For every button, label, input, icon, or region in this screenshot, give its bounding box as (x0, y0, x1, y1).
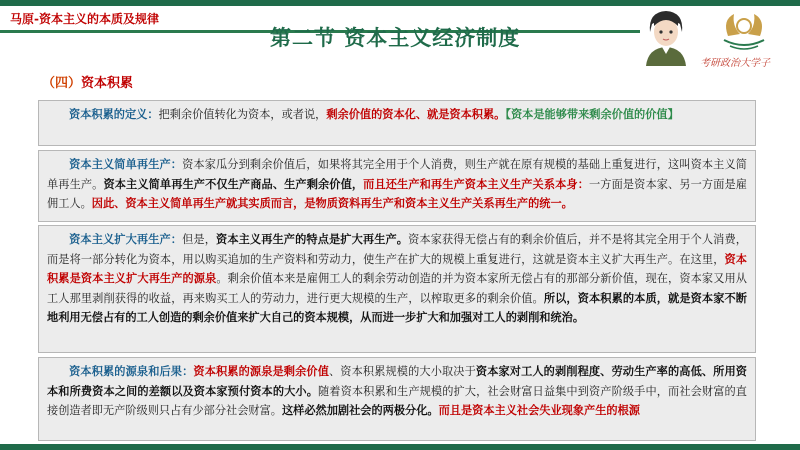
definition-note: 【资本是能够带来剩余价值的价值】 (505, 107, 679, 121)
definition-block (38, 100, 756, 146)
logo-text: 考研政治大学子 (700, 58, 770, 69)
section-number: （四） (42, 76, 82, 91)
expanded-key-1: 资本积累是资本主义扩大再生产的源泉 (47, 251, 747, 285)
simple-label: 资本主义简单再生产： (69, 157, 183, 171)
source-text-2: 随着资本积累和生产规模的扩大，社会财富日益集中到资产阶级手中，而社会财富的直接创造者即无产阶级则只占有少部分社会财富。 (47, 384, 747, 417)
definition-key: 剩余价值的资本化、就是资本积累。 (326, 107, 506, 121)
expanded-text-1: 但是， (182, 233, 217, 246)
section-heading (42, 72, 133, 91)
course-title: 马原-资本主义的本质及规律 (10, 12, 159, 26)
expanded-label: 资本主义扩大再生产： (69, 232, 183, 246)
source-bold-1: 资本家对工人的剥削程度、劳动生产率的高低、所用资本和所费资本之间的差额以及资本家预付资本的大小。 (47, 364, 747, 398)
expanded-bold-2: 所以，资本积累的本质，就是资本家不断地利用无偿占有的工人创造的剩余价值来扩大自己的资本规模，从而进一步扩大和加强对工人的剥削和统治。 (47, 290, 747, 324)
expanded-text-2: 资本家获得无偿占有的剩余价值后，并不是将其完全用于个人消费，而是将一部分转化为资本，用以购买追加的生产资料和劳动力，使生产在扩大的规模上重复进行，这就是资本主义扩大再生产。在这里， (47, 233, 747, 266)
definition-label: 资本积累的定义： (69, 107, 159, 121)
source-text-1: 、资本积累规模的大小取决于 (329, 365, 476, 378)
source-label: 资本积累的源泉和后果： (69, 364, 194, 378)
expanded-text-3: 。剩余价值本来是雇佣工人的剩余劳动创造的并为资本家所无偿占有的那部分新价值，现在，资本家又用从工人那里剥削获得的收益，再来购买工人的劳动力，进行更大规模的生产，以榨取更多的剩余价值。 (47, 272, 747, 305)
simple-key-1: 而且还生产和再生产资本主义生产关系本身： (363, 176, 589, 191)
source-bold-2: 这样必然加剧社会的两极分化。 (281, 403, 439, 417)
source-key-2: 而且是资本主义社会失业现象产生的根源 (438, 403, 640, 417)
expanded-reproduction-block (38, 225, 756, 353)
definition-text: 把剩余价值转化为资本，或者说， (158, 108, 327, 121)
source-consequence-block (38, 357, 756, 441)
simple-text-2: 一方面是资本家、另一方面是雇佣工人。 (47, 177, 747, 210)
bottom-accent-bar (0, 444, 800, 450)
simple-text-1: 资本家瓜分到剩余价值后，如果将其完全用于个人消费，则生产就在原有规模的基础上重复进行，这叫资本主义简单再生产。 (47, 158, 747, 191)
simple-reproduction-block (38, 150, 756, 222)
teacher-avatar (640, 6, 692, 66)
expanded-bold-1: 资本主义再生产的特点是扩大再生产。 (216, 232, 409, 246)
simple-bold-1: 资本主义简单再生产不仅生产商品、生产剩余价值， (103, 176, 364, 191)
simple-key-2: 因此、资本主义简单再生产就其实质而言，是物质资料再生产和资本主义生产关系再生产的统一。 (91, 196, 573, 210)
source-key-1: 资本积累的源泉是剩余价值 (193, 364, 329, 378)
page-title: 第二节 资本主义经济制度 (270, 26, 521, 50)
section-title: 资本积累 (81, 76, 134, 91)
